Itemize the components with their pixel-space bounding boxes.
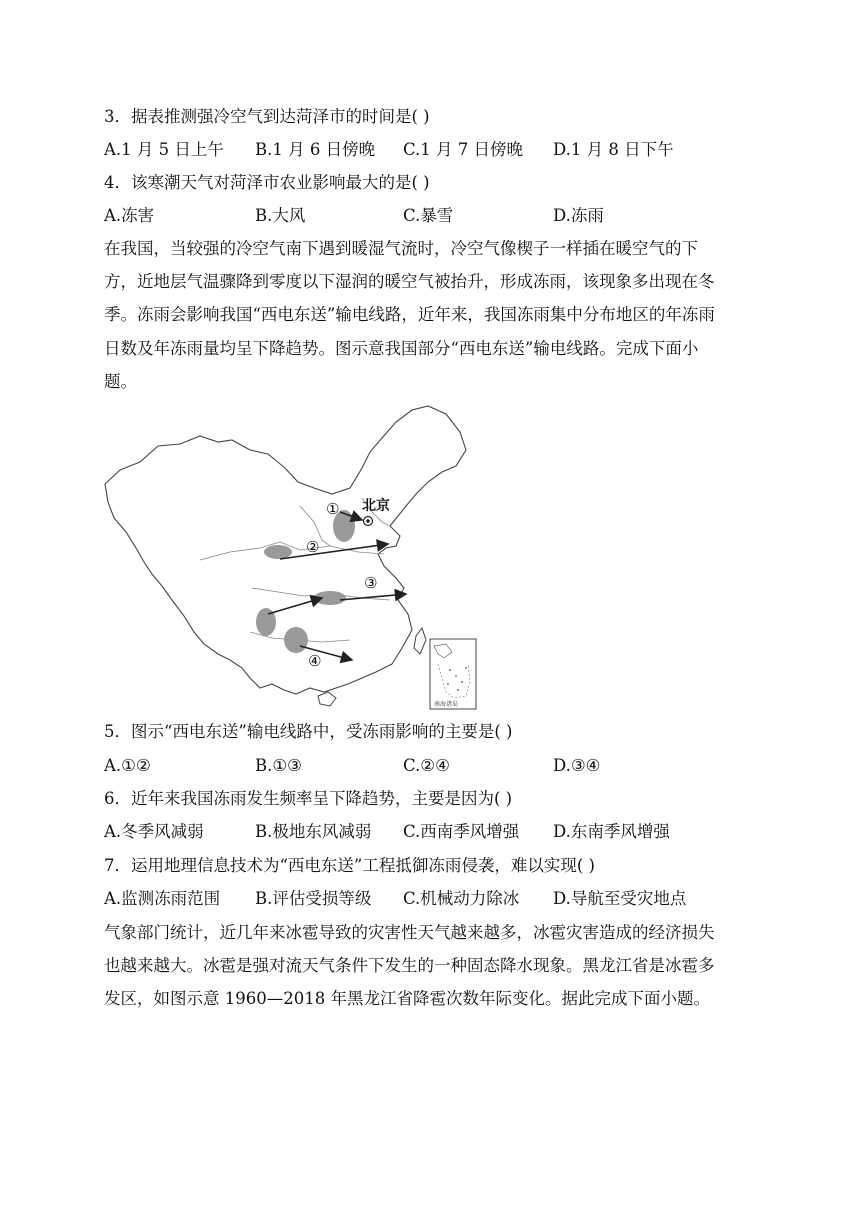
- question-6-options: [104, 821, 756, 843]
- question-3-options: [104, 139, 756, 161]
- question-6-option-d: D.东南季风增强: [553, 822, 670, 841]
- question-4-option-d: D.冻雨: [553, 206, 604, 225]
- affected-region: [314, 591, 346, 605]
- passage-line: 题。: [104, 371, 137, 391]
- question-3-stem: 3．据表推测强冷空气到达菏泽市的时间是( ): [104, 107, 430, 126]
- question-4-stem: 4．该寒潮天气对菏泽市农业影响最大的是( ): [104, 173, 430, 192]
- passage-line: 发区，如图示意 1960—2018 年黑龙江省降雹次数年际变化。据此完成下面小题。: [104, 989, 710, 1009]
- question-3-option-c: C.1 月 7 日傍晚: [403, 140, 524, 159]
- route-marker-2: ②: [306, 538, 320, 556]
- hail-passage: [104, 916, 756, 1016]
- hainan-island: [318, 692, 336, 706]
- question-6-stem: 6．近年来我国冻雨发生频率呈下降趋势，主要是因为( ): [104, 789, 513, 808]
- question-5-option-d: D.③④: [553, 756, 601, 775]
- question-3-option-a: A.1 月 5 日上午: [104, 140, 224, 159]
- question-4-options: [104, 205, 756, 227]
- question-7-option-a: A.监测冻雨范围: [104, 889, 221, 908]
- question-6-option-a: A.冬季风减弱: [104, 822, 204, 841]
- passage-line: 季。冻雨会影响我国“西电东送”输电线路，近年来，我国冻雨集中分布地区的年冻雨: [104, 305, 715, 325]
- affected-region: [284, 627, 308, 653]
- question-7-stem: 7．运用地理信息技术为“西电东送”工程抵御冻雨侵袭，难以实现( ): [104, 856, 595, 875]
- question-7-options: [104, 888, 756, 910]
- question-5-options: [104, 755, 756, 777]
- question-5-stem: 5．图示“西电东送”输电线路中，受冻雨影响的主要是( ): [104, 722, 513, 741]
- question-6-option-b: B.极地东风减弱: [255, 822, 372, 841]
- question-4-option-c: C.暴雪: [403, 206, 454, 225]
- affected-region: [264, 545, 292, 559]
- question-6-option-c: C.西南季风增强: [403, 822, 520, 841]
- passage-line: 也越来越大。冰雹是强对流天气条件下发生的一种固态降水现象。黑龙江省是冰雹多: [104, 956, 715, 976]
- route-marker-4: ④: [308, 652, 322, 670]
- question-5-option-b: B.①③: [255, 756, 302, 775]
- route-marker-3: ③: [364, 574, 378, 592]
- question-7-option-c: C.机械动力除冰: [403, 889, 520, 908]
- question-4-option-a: A.冻害: [104, 206, 155, 225]
- beijing-label: 北京: [362, 498, 390, 514]
- freezing-rain-passage: [104, 232, 756, 398]
- question-3-option-b: B.1 月 6 日傍晚: [255, 140, 376, 159]
- passage-line: 气象部门统计，近几年来冰雹导致的灾害性天气越来越多，冰雹灾害造成的经济损失: [104, 923, 715, 942]
- question-3-option-d: D.1 月 8 日下午: [553, 140, 674, 159]
- question-4-option-b: B.大风: [255, 206, 306, 225]
- route-marker-1: ①: [326, 500, 340, 518]
- taiwan-island: [414, 628, 426, 654]
- question-7-option-b: B.评估受损等级: [255, 889, 372, 908]
- passage-line: 方，近地层气温骤降到零度以下湿润的暖空气被抬升，形成冻雨，该现象多出现在冬: [104, 272, 715, 292]
- question-5-option-a: A.①②: [104, 756, 151, 775]
- inset-label: 南海诸岛: [434, 701, 459, 708]
- power-line-map: [100, 402, 480, 712]
- passage-line: 日数及年冻雨量均呈下降趋势。图示意我国部分“西电东送”输电线路。完成下面小: [104, 338, 699, 358]
- question-5-option-c: C.②④: [403, 756, 450, 775]
- passage-line: 在我国，当较强的冷空气南下遇到暖湿气流时，冷空气像楔子一样插在暖空气的下: [104, 239, 698, 258]
- question-7-option-d: D.导航至受灾地点: [553, 889, 687, 908]
